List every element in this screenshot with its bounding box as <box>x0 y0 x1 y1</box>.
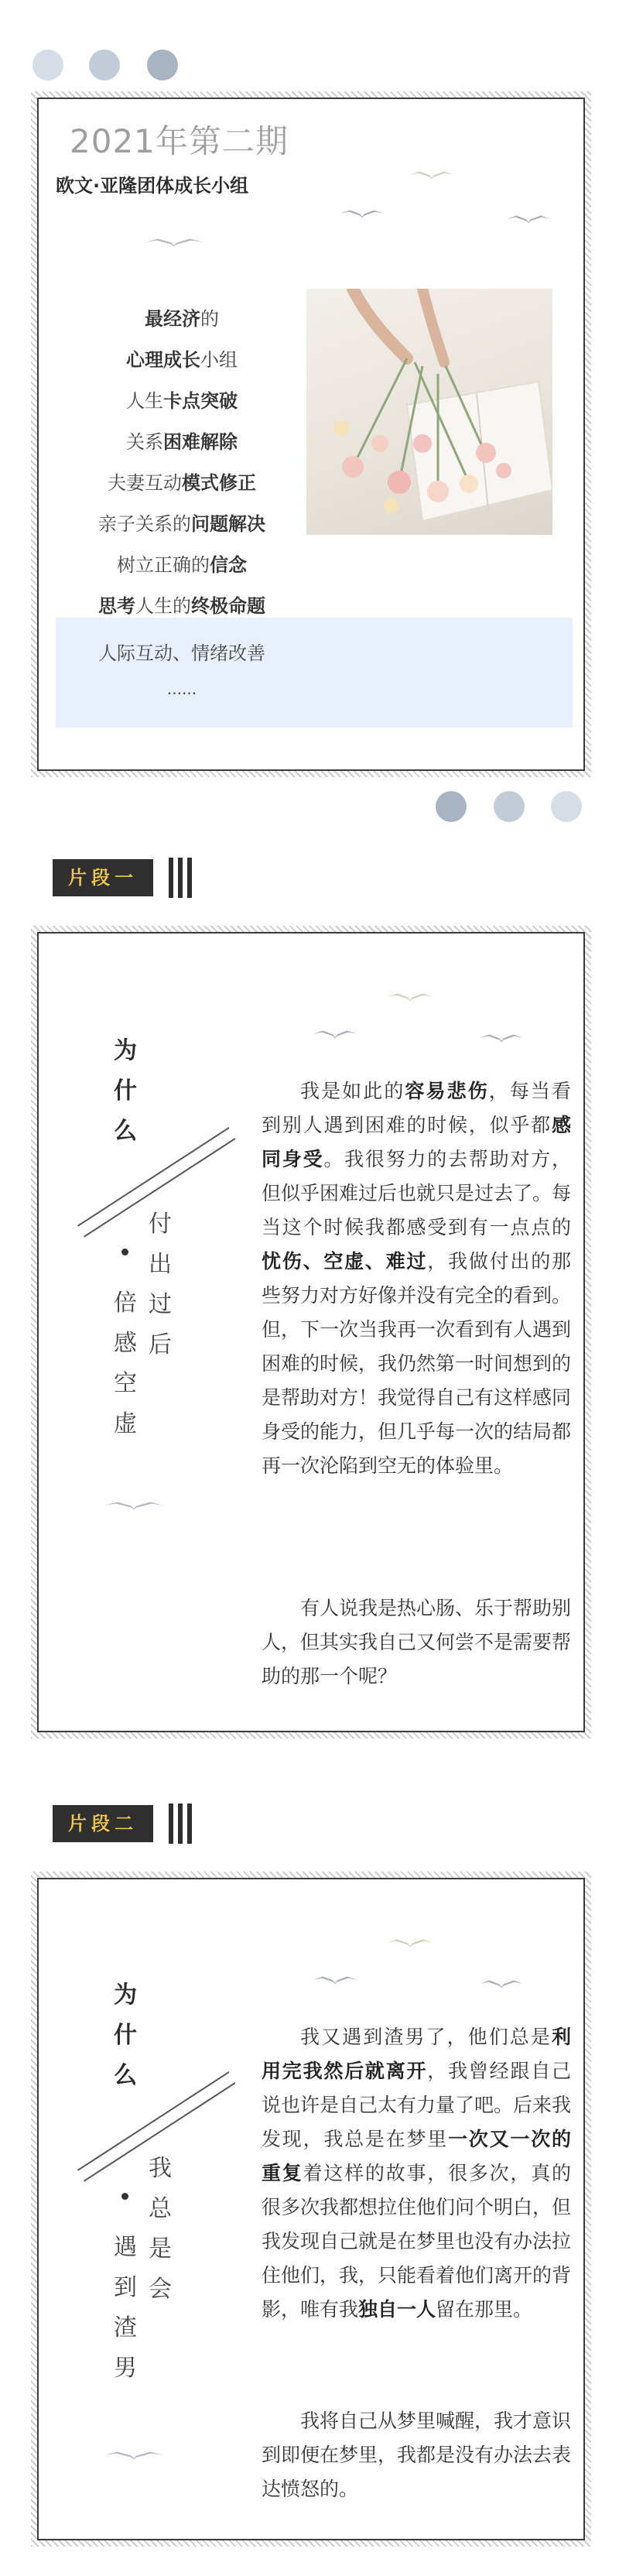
segment-sub-char: 虚 <box>114 1410 137 1437</box>
segment-label-stripe <box>187 858 192 898</box>
feature-text: 小组 <box>200 349 238 371</box>
decor-dot-4 <box>436 791 467 822</box>
flower-book-photo <box>306 289 552 535</box>
feature-text: 人生 <box>126 390 163 412</box>
paragraph-text: 我是如此的 <box>300 1080 405 1102</box>
paragraph-text: 着这样的故事，很多次，真的很多次我都想拉住他们问个明白，但我发现自己就是在梦里也没有办法拉住他们，我，只能看着他们离开的背影，唯有我 <box>262 2162 572 2321</box>
segment-sub-char: 渣 <box>114 2314 137 2341</box>
segment-sub-char: 后 <box>149 1331 172 1358</box>
segment-label-stripe <box>178 1804 183 1844</box>
segment-sub-char: 感 <box>114 1330 137 1357</box>
segment-title-char: 么 <box>114 1118 137 1145</box>
segment-sub-char: 空 <box>114 1370 137 1397</box>
decor-dot-3 <box>147 50 178 80</box>
segment-sub-char: 总 <box>149 2195 172 2222</box>
segment-label-stripe <box>178 858 183 898</box>
paragraph-text: 我又遇到渣男了，他们总是 <box>300 2026 552 2048</box>
feature-line <box>62 303 302 331</box>
segment-paragraph: 有人说我是热心肠、乐于帮助别人，但其实我自己又何尝不是需要帮助的那一个呢？ <box>262 1597 572 1687</box>
feature-text: 亲子关系的 <box>98 513 191 535</box>
issue-title: 2021年第二期 <box>70 122 289 160</box>
feature-bold: 模式修正 <box>182 472 256 494</box>
feature-line <box>62 509 302 536</box>
segment-sub-char: 到 <box>114 2274 137 2301</box>
segment-sub-char: 倍 <box>114 1290 137 1317</box>
feature-bold: 问题解决 <box>191 513 265 535</box>
feature-text: 树立正确的 <box>117 554 210 576</box>
feature-text: 夫妻互动 <box>108 472 182 494</box>
feature-bold: 卡点突破 <box>163 390 238 412</box>
bullet-dot <box>121 1249 128 1255</box>
paragraph-emphasis: 独自一人 <box>358 2298 436 2321</box>
feature-line <box>62 344 302 372</box>
paragraph-emphasis: 感同身受 <box>262 1114 571 1170</box>
paragraph-text: 。我很努力的去帮助对方，但似乎困难过后也就只是过去了。每当这个时候我都感受到有一点点的 <box>262 1148 572 1238</box>
segment-paragraph <box>262 2020 571 2327</box>
segment-title-char: 么 <box>114 2062 137 2089</box>
feature-line <box>62 591 302 618</box>
feature-line-ellipsis: ...... <box>166 680 197 698</box>
feature-bold: 信念 <box>210 554 247 576</box>
feature-bold: 心理成长 <box>126 349 200 371</box>
segment-sub-char: 我 <box>149 2155 172 2182</box>
paragraph-text: ，我做付出的那些努力对方好像并没有完全的看到。但，下一次当我再一次看到有人遇到困难的时候，我仍然第一时间想到的是帮助对方！我觉得自己有这样感同身受的能力，但几乎每一次的结局都再一次沦陷到空无的体验里。 <box>262 1250 572 1477</box>
segment-sub-char: 过 <box>149 1291 172 1318</box>
decor-dot-5 <box>494 791 525 822</box>
segment-sub-char: 会 <box>149 2276 172 2303</box>
feature-text: 的 <box>200 308 219 330</box>
paragraph-text: ，我曾经跟自己说也许是自己太有力量了吧。后来我发现，我总是在梦里 <box>262 2060 572 2150</box>
paragraph-text: 留在那里。 <box>436 2298 533 2321</box>
feature-bold: 最经济 <box>145 308 200 330</box>
segment-sub-char: 是 <box>149 2235 172 2263</box>
segment-sub-char: 付 <box>149 1211 172 1238</box>
decor-dot-1 <box>32 50 63 80</box>
flower-book-illustration <box>306 289 552 535</box>
segment-paragraph: 我将自己从梦里喊醒，我才意识到即便在梦里，我都是没有办法去表达愤怒的。 <box>262 2410 572 2500</box>
segment-title-char: 什 <box>114 2022 137 2049</box>
paragraph-text: ，每当看到别人遇到困难的时候，似乎都 <box>262 1080 571 1136</box>
segment-sub-char: 遇 <box>114 2234 137 2261</box>
feature-bold: 思考 <box>98 595 135 617</box>
paragraph-emphasis: 忧伤、空虚、难过 <box>262 1250 428 1273</box>
segment-label-stripe <box>187 1804 192 1844</box>
segment-title-char: 为 <box>114 1982 137 2009</box>
segment-label-stripe <box>169 1804 173 1844</box>
decor-dot-2 <box>89 50 120 80</box>
paragraph-emphasis: 容易悲伤 <box>405 1080 489 1102</box>
feature-text: 关系 <box>126 431 163 453</box>
feature-line <box>62 426 302 454</box>
feature-line: 人际互动、情绪改善 <box>98 642 265 664</box>
feature-line <box>62 468 302 495</box>
paragraph-emphasis: 一次又一次的重复 <box>262 2128 571 2184</box>
paragraph-emphasis: 利用完我然后就离开 <box>262 2026 571 2082</box>
segment-sub-char: 男 <box>114 2355 137 2382</box>
segment-paragraph <box>262 1074 571 1483</box>
segment-title-char: 为 <box>114 1037 137 1064</box>
segment-sub-char: 出 <box>149 1251 172 1278</box>
feature-line <box>62 550 302 577</box>
feature-text: 人生的 <box>135 595 191 617</box>
feature-bold: 困难解除 <box>163 431 238 453</box>
highlight-band <box>56 618 573 728</box>
segment-label-stripe <box>169 858 173 898</box>
decor-dot-6 <box>551 791 582 822</box>
segment-title-char: 什 <box>114 1077 137 1105</box>
feature-bold: 终极命题 <box>191 595 265 617</box>
segment-label: 片段一 <box>53 859 153 896</box>
bullet-dot <box>121 2193 128 2200</box>
group-title: 欧文·亚隆团体成长小组 <box>56 175 249 197</box>
segment-label: 片段二 <box>53 1805 153 1842</box>
feature-line <box>62 385 302 413</box>
